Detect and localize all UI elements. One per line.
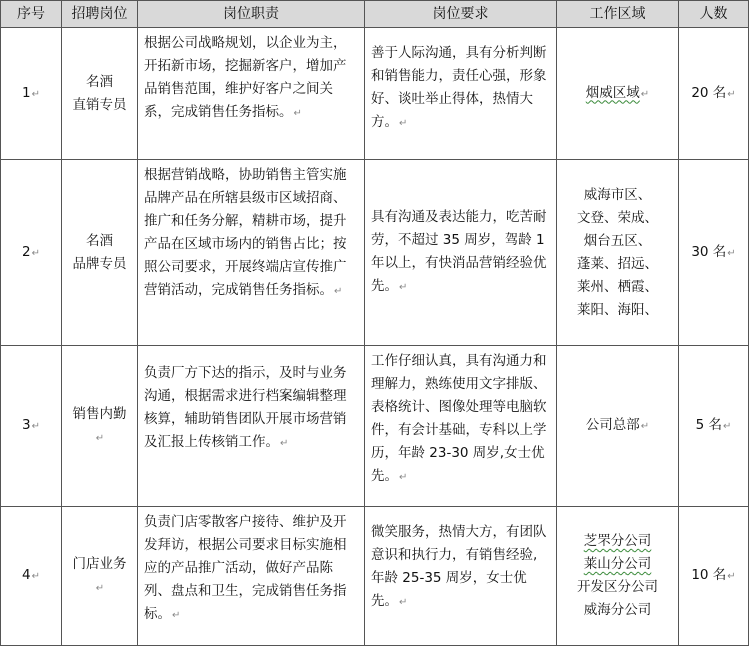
position-line: 名酒 bbox=[86, 232, 113, 249]
position-line: 门店业务 bbox=[72, 555, 127, 572]
requirement-text: 工作仔细认真，具有沟通力和理解力，熟练使用文字排版、表格统计、图像处理等电脑软件，有会计基础，专科以上学历，年龄 23-30 周岁,女士优先。 bbox=[371, 353, 547, 484]
header-position: 招聘岗位 bbox=[62, 1, 138, 28]
count-cell: 5 名↵ bbox=[679, 346, 749, 507]
position-cell bbox=[62, 28, 138, 160]
row-no: 3 bbox=[22, 417, 31, 433]
duty-text: 根据营销战略，协助销售主管实施品牌产品在所辖县级市区域招商、推广和任务分解，精耕市场，提升产品在区域市场内的销售占比；按照公司要求，开展终端店宣传推广营销活动，完成销售任务指标。 bbox=[144, 167, 347, 298]
requirement-cell: 具有沟通及表达能力，吃苦耐劳，不超过 35 周岁，驾龄 1 年以上，有快消品营销经验优先。↵ bbox=[365, 160, 557, 346]
duty-cell: 根据营销战略，协助销售主管实施品牌产品在所辖县级市区域招商、推广和任务分解，精耕市场，提升产品在区域市场内的销售占比；按照公司要求，开展终端店宣传推广营销活动，完成销售任务指标。↵ bbox=[138, 160, 365, 346]
requirement-cell: 微笑服务，热情大方，有团队意识和执行力，有销售经验,年龄 25-35 周岁，女士优先。↵ bbox=[365, 507, 557, 646]
header-no: 序号 bbox=[1, 1, 62, 28]
requirement-cell: 工作仔细认真，具有沟通力和理解力，熟练使用文字排版、表格统计、图像处理等电脑软件，有会计基础，专科以上学历，年龄 23-30 周岁,女士优先。↵ bbox=[365, 346, 557, 507]
area-line: 蓬莱、招远、 bbox=[577, 255, 658, 272]
requirement-text: 善于人际沟通，具有分析判断和销售能力，责任心强，形象好、谈吐举止得体，热情大方。 bbox=[371, 45, 547, 130]
area-line: 公司总部 bbox=[585, 417, 640, 433]
count-cell: 30 名↵ bbox=[679, 160, 749, 346]
header-row bbox=[1, 1, 749, 28]
requirement-text: 微笑服务，热情大方，有团队意识和执行力，有销售经验,年龄 25-35 周岁，女士优先。 bbox=[371, 524, 547, 609]
position-line: 直销专员 bbox=[72, 96, 127, 113]
row-no-cell: 3↵ bbox=[1, 346, 62, 507]
area-cell bbox=[557, 160, 679, 346]
table-row bbox=[1, 346, 749, 507]
requirement-text: 具有沟通及表达能力，吃苦耐劳，不超过 35 周岁，驾龄 1 年以上，有快消品营销经验优先。 bbox=[371, 209, 547, 294]
header-requirement: 岗位要求 bbox=[365, 1, 557, 28]
row-no: 4 bbox=[22, 567, 31, 583]
area-line: 莱州、栖霞、 bbox=[577, 278, 658, 295]
header-area: 工作区域 bbox=[557, 1, 679, 28]
row-no-cell: 4↵ bbox=[1, 507, 62, 646]
row-no: 2 bbox=[22, 243, 31, 260]
table-row bbox=[1, 160, 749, 346]
area-line: 烟台五区、 bbox=[583, 232, 652, 249]
count-text: 10 名 bbox=[691, 567, 727, 583]
area-cell bbox=[557, 507, 679, 646]
count-text: 20 名 bbox=[691, 84, 727, 101]
area-line: 开发区分公司 bbox=[577, 579, 658, 595]
area-line: 芝罘分公司 bbox=[583, 533, 652, 549]
row-no: 1 bbox=[22, 84, 31, 101]
requirement-cell: 善于人际沟通，具有分析判断和销售能力，责任心强，形象好、谈吐举止得体，热情大方。↵ bbox=[365, 28, 557, 160]
row-no-cell: 2↵ bbox=[1, 160, 62, 346]
duty-text: 负责门店零散客户接待、维护及开发拜访，根据公司要求目标实施相应的产品推广活动，做好产品陈列、盘点和卫生，完成销售任务指标。 bbox=[144, 514, 347, 622]
area-line: 威海市区、 bbox=[583, 186, 652, 203]
position-cell: 销售内勤↵ bbox=[62, 346, 138, 507]
duty-text: 负责厂方下达的指示，及时与业务沟通，根据需求进行档案编辑整理核算，辅助销售团队开展市场营销及汇报上传核销工作。 bbox=[144, 365, 347, 450]
position-line: 品牌专员 bbox=[72, 255, 127, 272]
area-line: 莱山分公司 bbox=[583, 556, 652, 572]
duty-cell: 负责厂方下达的指示，及时与业务沟通，根据需求进行档案编辑整理核算，辅助销售团队开展市场营销及汇报上传核销工作。↵ bbox=[138, 346, 365, 507]
table-row bbox=[1, 507, 749, 646]
table-row bbox=[1, 28, 749, 160]
count-text: 5 名 bbox=[695, 417, 722, 433]
count-cell: 20 名↵ bbox=[679, 28, 749, 160]
area-cell: 公司总部↵ bbox=[557, 346, 679, 507]
position-line: 名酒 bbox=[86, 73, 113, 90]
header-duty: 岗位职责 bbox=[138, 1, 365, 28]
duty-cell: 根据公司战略规划，以企业为主，开拓新市场，挖掘新客户，增加产品销售范围，维护好客户之间关系，完成销售任务指标。↵ bbox=[138, 28, 365, 160]
area-line: 莱阳、海阳、 bbox=[577, 301, 658, 318]
position-cell bbox=[62, 160, 138, 346]
count-text: 30 名 bbox=[691, 243, 727, 260]
row-no-cell: 1↵ bbox=[1, 28, 62, 160]
area-line: 威海分公司 bbox=[583, 602, 652, 618]
area-line: 烟威区域 bbox=[585, 84, 640, 101]
position-cell: 门店业务↵ bbox=[62, 507, 138, 646]
area-line: 文登、荣成、 bbox=[577, 209, 658, 226]
duty-text: 根据公司战略规划，以企业为主，开拓新市场，挖掘新客户，增加产品销售范围，维护好客户之间关系，完成销售任务指标。 bbox=[144, 35, 347, 120]
header-count: 人数 bbox=[679, 1, 749, 28]
count-cell: 10 名↵ bbox=[679, 507, 749, 646]
area-cell: 烟威区域↵ bbox=[557, 28, 679, 160]
position-line: 销售内勤 bbox=[72, 405, 127, 422]
duty-cell: 负责门店零散客户接待、维护及开发拜访，根据公司要求目标实施相应的产品推广活动，做好产品陈列、盘点和卫生，完成销售任务指标。↵ bbox=[138, 507, 365, 646]
